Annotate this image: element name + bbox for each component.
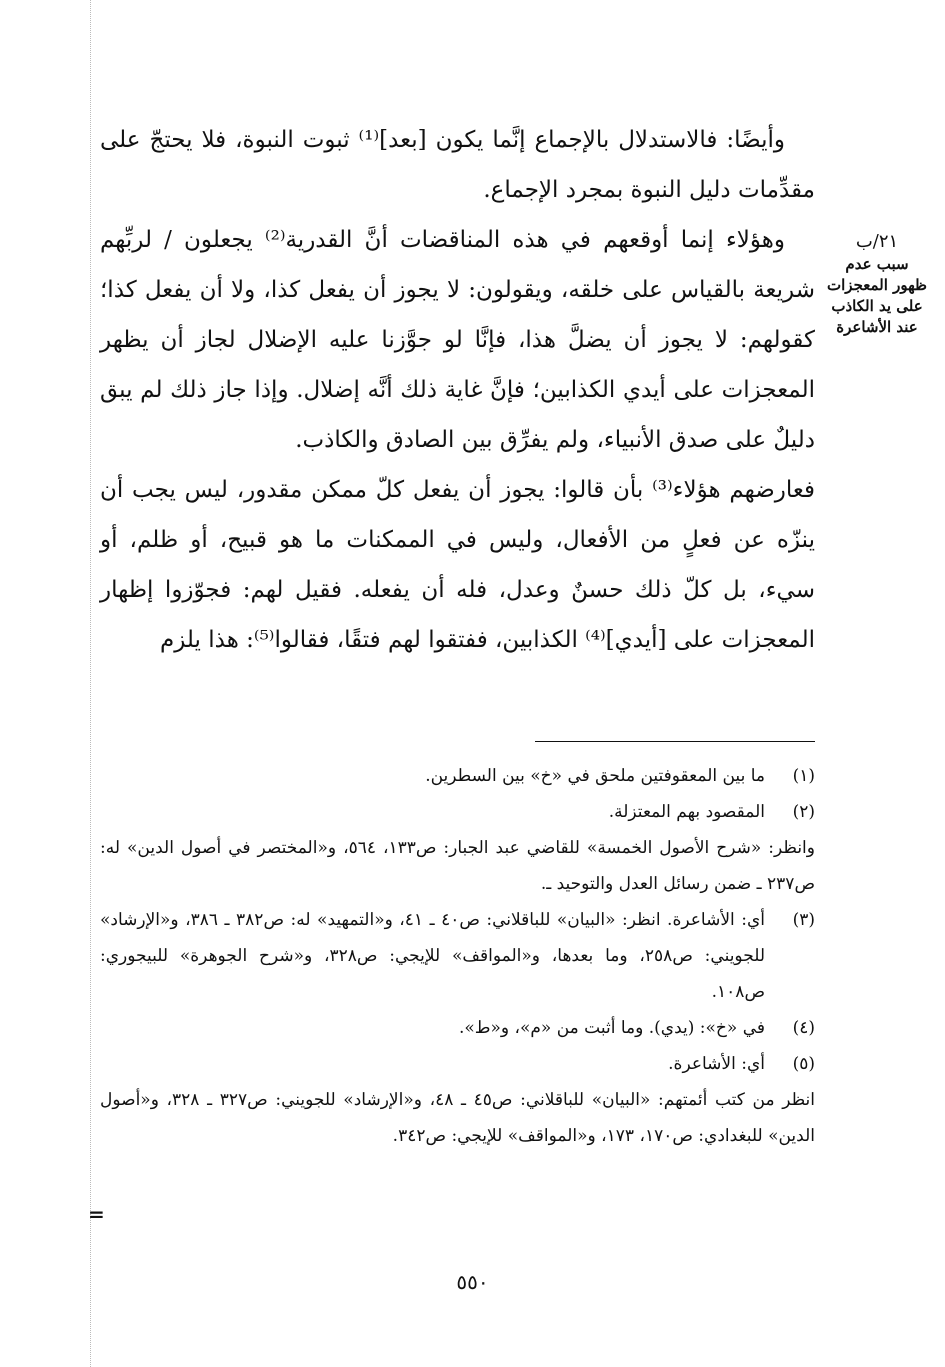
footnote-2 [100, 794, 815, 830]
footnote-5-continuation: انظر من كتب أئمتهم: «البيان» للباقلاني: ص٤٥ ـ ٤٨، و«الإرشاد» للجويني: ص٣٢٧ ـ ٣٢٨، و«أصول الدين» للبغدادي: ص١٧٠، ١٧٣، و«المواقف» للإيجي: ص٣٤٢. [100, 1090, 815, 1146]
main-text [100, 115, 815, 665]
page-number: ٥٥٠ [456, 1270, 489, 1294]
footnote-2-continuation: وانظر: «شرح الأصول الخمسة» للقاضي عبد الجبار: ص١٣٣، ٥٦٤، و«المختصر في أصول الدين» له: ص٢٣٧ ـ ضمن رسائل العدل والتوحيد ـ. [100, 838, 815, 894]
paragraph-1: وأيضًا: فالاستدلال بالإجماع إنَّما يكون [بعد]⁽¹⁾ ثبوت النبوة، فلا يحتجّ على مقدِّمات دليل النبوة بمجرد الإجماع. [100, 127, 815, 203]
paragraph-3: فعارضهم هؤلاء⁽³⁾ بأن قالوا: يجوز أن يفعل كلّ ممكن مقدور، ليس يجب أن ينزّه عن فعلٍ من الأفعال، وليس في الممكنات ما هو قبيح، أو ظلم، أو سيء، بل كلّ ذلك حسنٌ وعدل، فله أن يفعله. فقيل لهم: فجوّزوا إظهار المعجزات على [أيدي]⁽⁴⁾ الكذابين، ففتقوا لهم فتقًا، فقالوا⁽⁵⁾: هذا يلزم [100, 477, 816, 653]
continuation-mark: = [88, 1202, 105, 1226]
margin-guide-line [90, 0, 91, 1367]
footnote-number: (٣) [792, 910, 815, 930]
paragraph-2: وهؤلاء إنما أوقعهم في هذه المناقضات أنَّ القدرية⁽²⁾ يجعلون / لربِّهم شريعة بالقياس على خلقه، ويقولون: لا يجوز أن يفعل كذا، ولا أن يفعل كذا؛ كقولهم: لا يجوز أن يضلَّ هذا، فإنَّا لو جوَّزنا عليه الإضلال لجاز أن يظهر المعجزات على أيدي الكذابين؛ فإنَّ غاية ذلك أنَّه إضلال. وإذا جاز ذلك لم يبق دليلٌ على صدق الأنبياء، ولم يفرِّق بين الصادق والكاذب. [100, 227, 815, 453]
footnote-number: (١) [792, 766, 815, 786]
footnote-5 [100, 1046, 815, 1082]
margin-note [827, 230, 927, 338]
footnote-separator [535, 741, 815, 742]
manuscript-folio-ref: ٢١/ب [855, 231, 899, 252]
footnote-1 [100, 758, 815, 794]
footnote-4 [100, 1010, 815, 1046]
footnote-text: أي: الأشاعرة. [668, 1054, 765, 1074]
footnote-number: (٥) [792, 1054, 815, 1074]
footnote-number: (٢) [792, 802, 815, 822]
footnote-text: المقصود بهم المعتزلة. [608, 802, 765, 822]
footnote-text: أي: الأشاعرة. انظر: «البيان» للباقلاني: ص٤٠ ـ ٤١، و«التمهيد» له: ص٣٨٢ ـ ٣٨٦، و«الإرشاد» للجويني: ص٢٥٨، وما بعدها، و«المواقف» للإيجي: ص٣٢٨، و«شرح الجوهرة» للبيجوري: ص١٠٨. [100, 910, 765, 1002]
footnote-number: (٤) [792, 1018, 815, 1038]
footnote-3 [100, 902, 815, 1010]
footnote-text: في «خ»: (يدي). وما أثبت من «م»، و«ط». [458, 1018, 765, 1038]
footnotes [100, 758, 815, 1154]
margin-note-text: سبب عدم ظهور المعجزات على يد الكاذب عند الأشاعرة [827, 255, 927, 336]
footnote-text: ما بين المعقوفتين ملحق في «خ» بين السطرين. [425, 766, 765, 786]
